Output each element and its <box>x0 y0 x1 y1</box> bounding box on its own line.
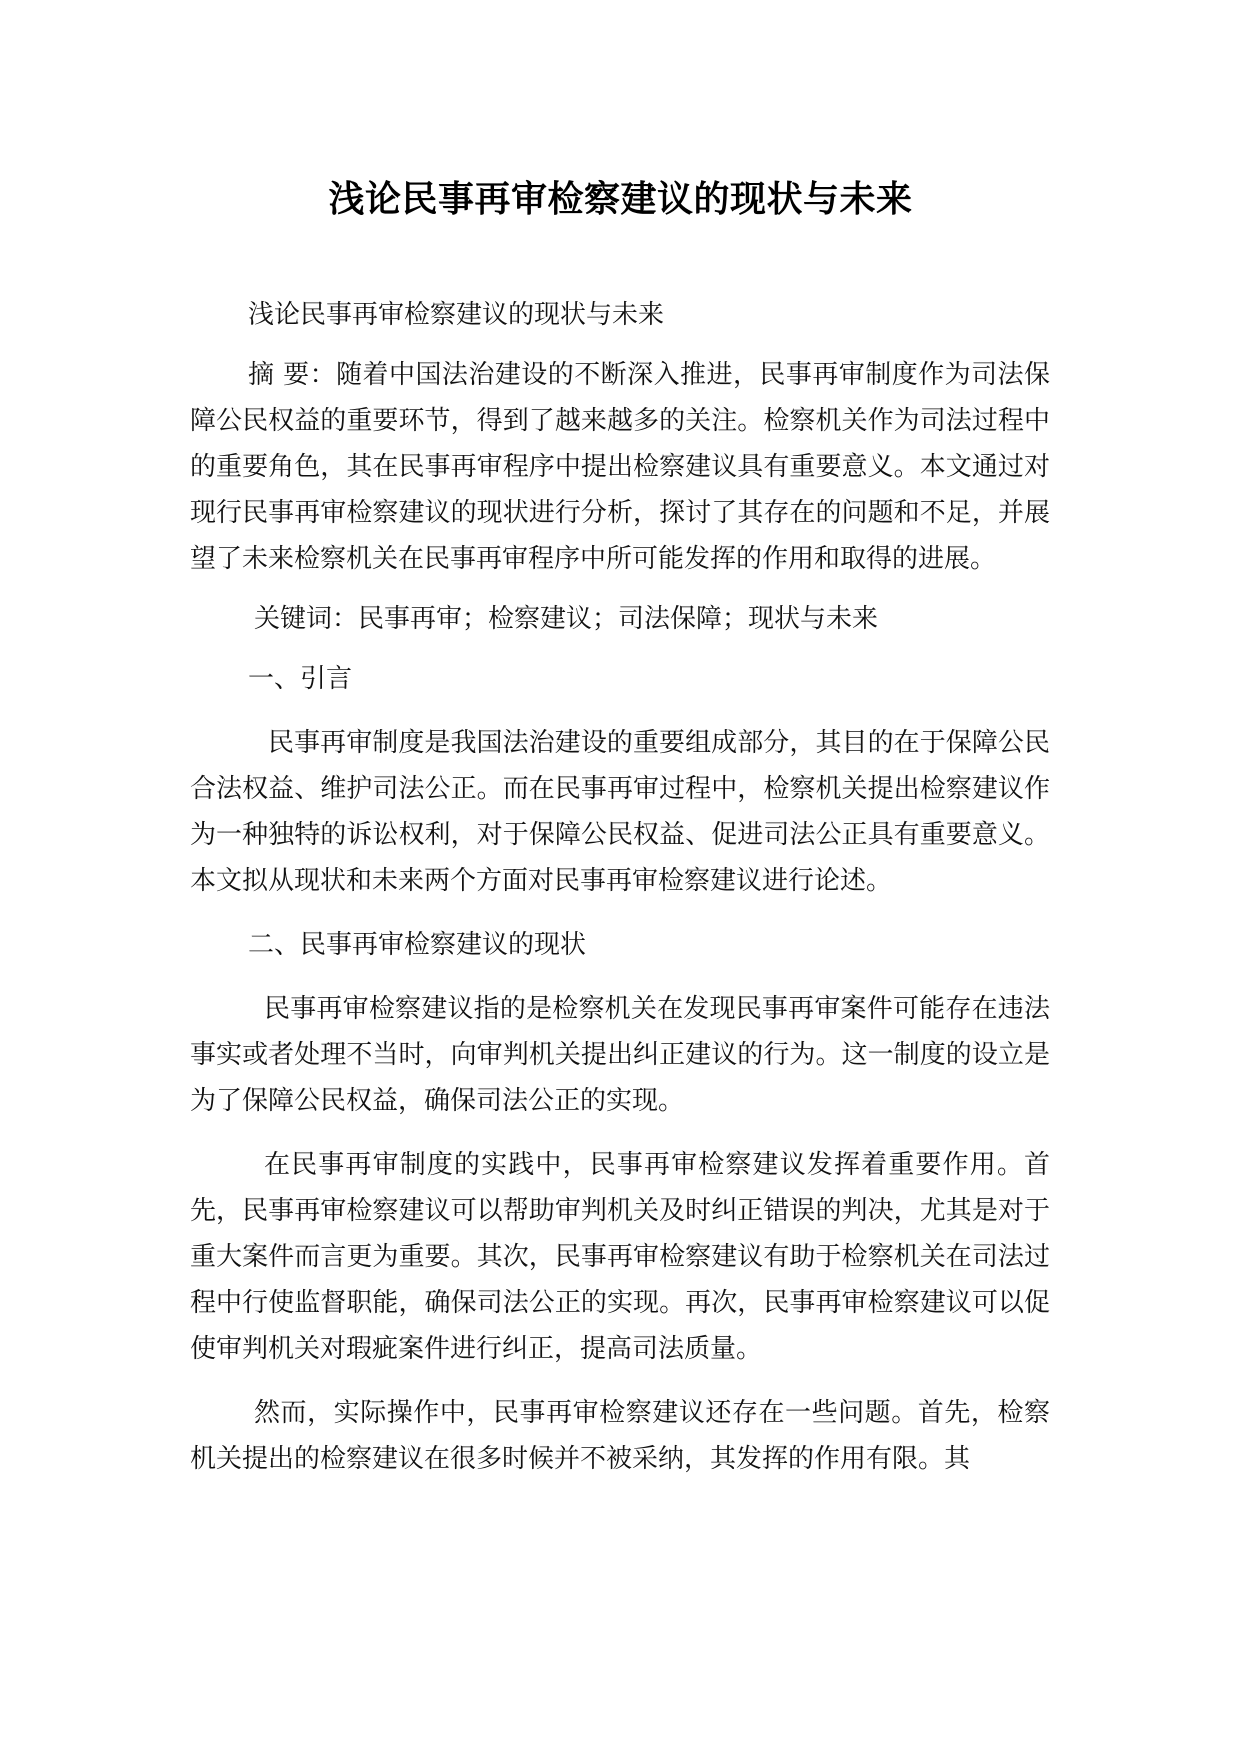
document-body <box>190 292 1050 1482</box>
introduction-paragraph: 民事再审制度是我国法治建设的重要组成部分，其目的在于保障公民合法权益、维护司法公正。而在民事再审过程中，检察机关提出检察建议作为一种独特的诉讼权利，对于保障公民权益、促进司法公正具有重要意义。本文拟从现状和未来两个方面对民事再审检察建议进行论述。 <box>190 728 1050 896</box>
status-paragraph-2: 在民事再审制度的实践中，民事再审检察建议发挥着重要作用。首先，民事再审检察建议可以帮助审判机关及时纠正错误的判决，尤其是对于重大案件而言更为重要。其次，民事再审检察建议有助于检察机关在司法过程中行使监督职能，确保司法公正的实现。再次，民事再审检察建议可以促使审判机关对瑕疵案件进行纠正，提高司法质量。 <box>190 1150 1050 1364</box>
section-heading-current-status: 二、民事再审检察建议的现状 <box>248 930 587 960</box>
status-paragraph-1: 民事再审检察建议指的是检察机关在发现民事再审案件可能存在违法事实或者处理不当时，向审判机关提出纠正建议的行为。这一制度的设立是为了保障公民权益，确保司法公正的实现。 <box>190 994 1050 1116</box>
abstract-paragraph: 摘 要：随着中国法治建设的不断深入推进，民事再审制度作为司法保障公民权益的重要环节，得到了越来越多的关注。检察机关作为司法过程中的重要角色，其在民事再审程序中提出检察建议具有重要意义。本文通过对现行民事再审检察建议的现状进行分析，探讨了其存在的问题和不足，并展望了未来检察机关在民事再审程序中所可能发挥的作用和取得的进展。 <box>190 360 1050 574</box>
document-title: 浅论民事再审检察建议的现状与未来 <box>328 179 913 220</box>
status-paragraph-3: 然而，实际操作中，民事再审检察建议还存在一些问题。首先，检察机关提出的检察建议在很多时候并不被采纳，其发挥的作用有限。其 <box>190 1398 1050 1474</box>
section-heading-introduction: 一、引言 <box>248 664 353 694</box>
subtitle-paragraph: 浅论民事再审检察建议的现状与未来 <box>248 300 665 330</box>
keywords-paragraph: 关键词：民事再审；检察建议；司法保障；现状与未来 <box>254 604 879 634</box>
